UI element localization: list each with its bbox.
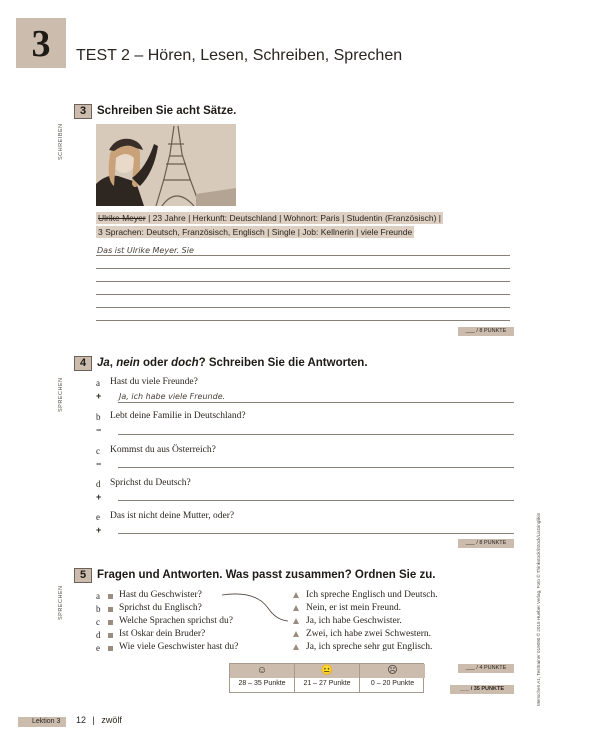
square-bullet-icon (108, 646, 113, 651)
answer-line[interactable] (96, 307, 510, 308)
photo-illustration (96, 124, 236, 206)
question-letter: b (96, 412, 101, 422)
title-word: ? Schreiben Sie die Antworten. (198, 357, 368, 369)
answer-line[interactable] (96, 320, 510, 321)
triangle-bullet-icon (293, 644, 299, 650)
lesson-tab: Lektion 3 (18, 717, 66, 727)
profile-info-line (96, 212, 443, 224)
question-letter: e (96, 512, 100, 522)
square-bullet-icon (108, 620, 113, 625)
answer-sign: − (96, 425, 102, 435)
square-bullet-icon (108, 633, 113, 638)
answer-text: Ja, ich habe Geschwister. (306, 616, 402, 626)
side-label-schreiben: SCHREIBEN (58, 123, 64, 160)
section-title (97, 357, 368, 369)
triangle-bullet-icon (293, 618, 299, 624)
question-text: Ist Oskar dein Bruder? (119, 629, 206, 639)
photo-woman-eiffel-tower (96, 124, 236, 206)
score-range: 0 – 20 Punkte (370, 680, 415, 687)
question-letter: a (96, 591, 100, 601)
question-letter: d (96, 630, 101, 640)
page-number-digits: 12 (76, 715, 87, 725)
points-box: ___ / 8 PUNKTE (458, 539, 514, 548)
total-points-box: ___ / 35 PUNKTE (450, 685, 514, 694)
score-range: 28 – 35 Punkte (238, 680, 286, 687)
question-letter: a (96, 378, 100, 388)
score-cell (360, 664, 425, 692)
chapter-number-box: 3 (16, 18, 66, 68)
points-box: ___ / 4 PUNKTE (458, 664, 514, 673)
title-word: Ja (97, 357, 110, 369)
question-text: Sprichst du Deutsch? (110, 478, 191, 488)
question-letter: b (96, 604, 101, 614)
question-text: Lebt deine Familie in Deutschland? (110, 411, 246, 421)
answer-text: Ich spreche Englisch und Deutsch. (306, 590, 438, 600)
answer-text: Zwei, ich habe zwei Schwestern. (306, 629, 432, 639)
question-letter: c (96, 617, 100, 627)
separator: | (92, 715, 95, 725)
title-word: doch (171, 357, 199, 369)
answer-line[interactable] (118, 402, 514, 403)
page-number (76, 715, 122, 725)
answer-line[interactable] (118, 533, 514, 534)
example-answer: Ja, ich habe viele Freunde. (119, 392, 226, 401)
side-label-sprechen: SPRECHEN (58, 585, 64, 620)
question-letter: e (96, 643, 100, 653)
title-word: , (109, 357, 117, 369)
triangle-bullet-icon (293, 631, 299, 637)
answer-sign: − (96, 459, 102, 469)
answer-sign: + (96, 492, 102, 502)
question-text: Das ist nicht deine Mutter, oder? (110, 511, 235, 521)
page-number-word: zwölf (101, 715, 122, 725)
answer-sign: + (96, 525, 102, 535)
question-text: Welche Sprachen sprichst du? (119, 616, 233, 626)
section-title: Fragen und Antworten. Was passt zusammen? Ordnen Sie zu. (97, 569, 436, 581)
answer-line[interactable] (96, 294, 510, 295)
section-number: 3 (74, 104, 92, 119)
struck-name: Ulrike Meyer (98, 213, 146, 223)
answer-text: Ja, ich spreche sehr gut Englisch. (306, 642, 433, 652)
question-letter: c (96, 446, 100, 456)
answer-line[interactable] (118, 500, 514, 501)
side-label-sprechen: SPRECHEN (58, 377, 64, 412)
question-text: Kommst du aus Österreich? (110, 445, 216, 455)
answer-text: Nein, er ist mein Freund. (306, 603, 401, 613)
score-cell (295, 664, 360, 692)
answer-line[interactable] (118, 467, 514, 468)
question-text: Hast du Geschwister? (119, 590, 202, 600)
title-word: oder (139, 357, 172, 369)
page-title: TEST 2 – Hören, Lesen, Schreiben, Sprechen (76, 47, 403, 64)
question-letter: d (96, 479, 101, 489)
match-connector-line (220, 592, 290, 626)
section-number: 4 (74, 356, 92, 371)
profile-info-line: 3 Sprachen: Deutsch, Französisch, Englisch | Single | Job: Kellnerin | viele Freunde (98, 227, 413, 237)
triangle-bullet-icon (293, 605, 299, 611)
points-box: ___ / 8 PUNKTE (458, 327, 514, 336)
answer-line[interactable] (96, 255, 510, 256)
answer-line[interactable] (96, 268, 510, 269)
smiley-sad-icon: ☹ (360, 664, 425, 678)
answer-line[interactable] (118, 434, 514, 435)
section-number: 5 (74, 568, 92, 583)
square-bullet-icon (108, 594, 113, 599)
question-text: Sprichst du Englisch? (119, 603, 202, 613)
answer-line[interactable] (96, 281, 510, 282)
square-bullet-icon (108, 607, 113, 612)
section-title: Schreiben Sie acht Sätze. (97, 105, 237, 117)
score-cell (230, 664, 295, 692)
question-text: Wie viele Geschwister hast du? (119, 642, 239, 652)
example-answer: Das ist Ulrike Meyer. Sie (97, 246, 194, 255)
answer-sign: + (96, 391, 102, 401)
question-text: Hast du viele Freunde? (110, 377, 198, 387)
smiley-neutral-icon: 😐 (295, 664, 359, 678)
title-word: nein (116, 357, 140, 369)
triangle-bullet-icon (293, 592, 299, 598)
score-range: 21 – 27 Punkte (303, 680, 351, 687)
smiley-happy-icon: ☺ (230, 664, 294, 678)
profile-info-text: | 23 Jahre | Herkunft: Deutschland | Wohnort: Paris | Studentin (Französisch) | (145, 213, 441, 223)
score-table (229, 663, 424, 693)
copyright-notice: Menschen A1, Testtrainer 019090 © 2015 Hueber Verlag, Foto © Thinkstock/iStock/LizGinglikin (536, 512, 541, 706)
